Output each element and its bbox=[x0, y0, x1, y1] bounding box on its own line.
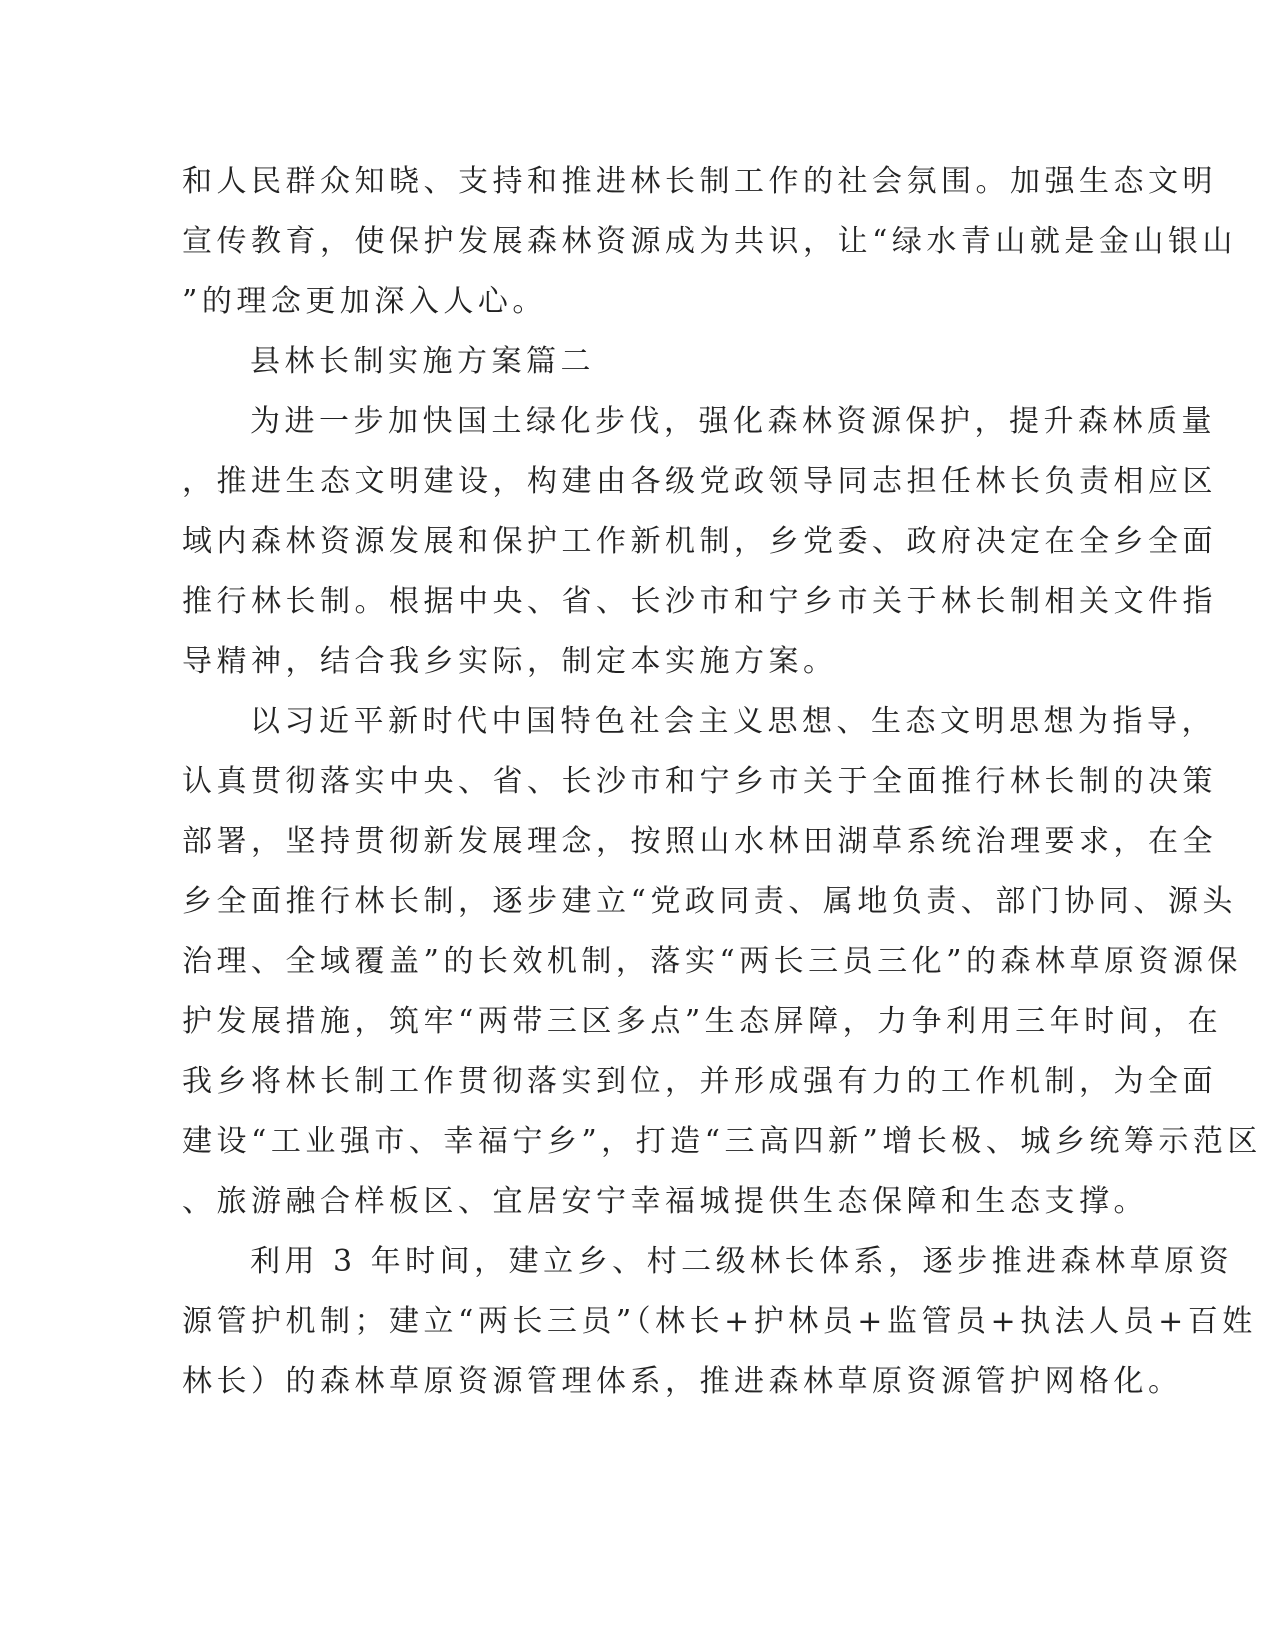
text-line: 和人民群众知晓、支持和推进林长制工作的社会氛围。加强生态文明 bbox=[182, 164, 1217, 199]
text-line: 部署，坚持贯彻新发展理念，按照山水林田湖草系统治理要求，在全 bbox=[182, 824, 1217, 859]
text-line: 源管护机制；建立“两长三员”（林长+护林员+监管员+执法人员+百姓 bbox=[182, 1304, 1257, 1339]
text-line: ，推进生态文明建设，构建由各级党政领导同志担任林长负责相应区 bbox=[182, 464, 1217, 499]
text-line: 利用 3 年时间，建立乡、村二级林长体系，逐步推进森林草原资 bbox=[250, 1244, 1234, 1279]
text-line: 为进一步加快国土绿化步伐，强化森林资源保护，提升森林质量 bbox=[250, 404, 1216, 439]
text-line: 宣传教育，使保护发展森林资源成为共识，让“绿水青山就是金山银山 bbox=[182, 224, 1237, 259]
text-line: 域内森林资源发展和保护工作新机制，乡党委、政府决定在全乡全面 bbox=[182, 524, 1217, 559]
text-line: 我乡将林长制工作贯彻落实到位，并形成强有力的工作机制，为全面 bbox=[182, 1064, 1217, 1099]
text-line: 认真贯彻落实中央、省、长沙市和宁乡市关于全面推行林长制的决策 bbox=[182, 764, 1217, 799]
text-line: 林长）的森林草原资源管理体系，推进森林草原资源管护网格化。 bbox=[182, 1364, 1183, 1399]
text-line: 护发展措施，筑牢“两带三区多点”生态屏障，力争利用三年时间，在 bbox=[182, 1004, 1223, 1039]
text-line: 导精神，结合我乡实际，制定本实施方案。 bbox=[182, 644, 838, 679]
text-line: 推行林长制。根据中央、省、长沙市和宁乡市关于林长制相关文件指 bbox=[182, 584, 1217, 619]
text-line: 乡全面推行林长制，逐步建立“党政同责、属地负责、部门协同、源头 bbox=[182, 884, 1237, 919]
text-line: 县林长制实施方案篇二 bbox=[250, 344, 595, 379]
text-line: 以习近平新时代中国特色社会主义思想、生态文明思想为指导， bbox=[250, 704, 1216, 739]
text-line: ”的理念更加深入人心。 bbox=[182, 284, 547, 319]
text-line: 治理、全域覆盖”的长效机制，落实“两长三员三化”的森林草原资源保 bbox=[182, 944, 1243, 979]
document-body bbox=[182, 152, 1262, 1412]
text-line: 建设“工业强市、幸福宁乡”，打造“三高四新”增长极、城乡统筹示范区 bbox=[182, 1124, 1262, 1159]
text-line: 、旅游融合样板区、宜居安宁幸福城提供生态保障和生态支撑。 bbox=[182, 1184, 1148, 1219]
